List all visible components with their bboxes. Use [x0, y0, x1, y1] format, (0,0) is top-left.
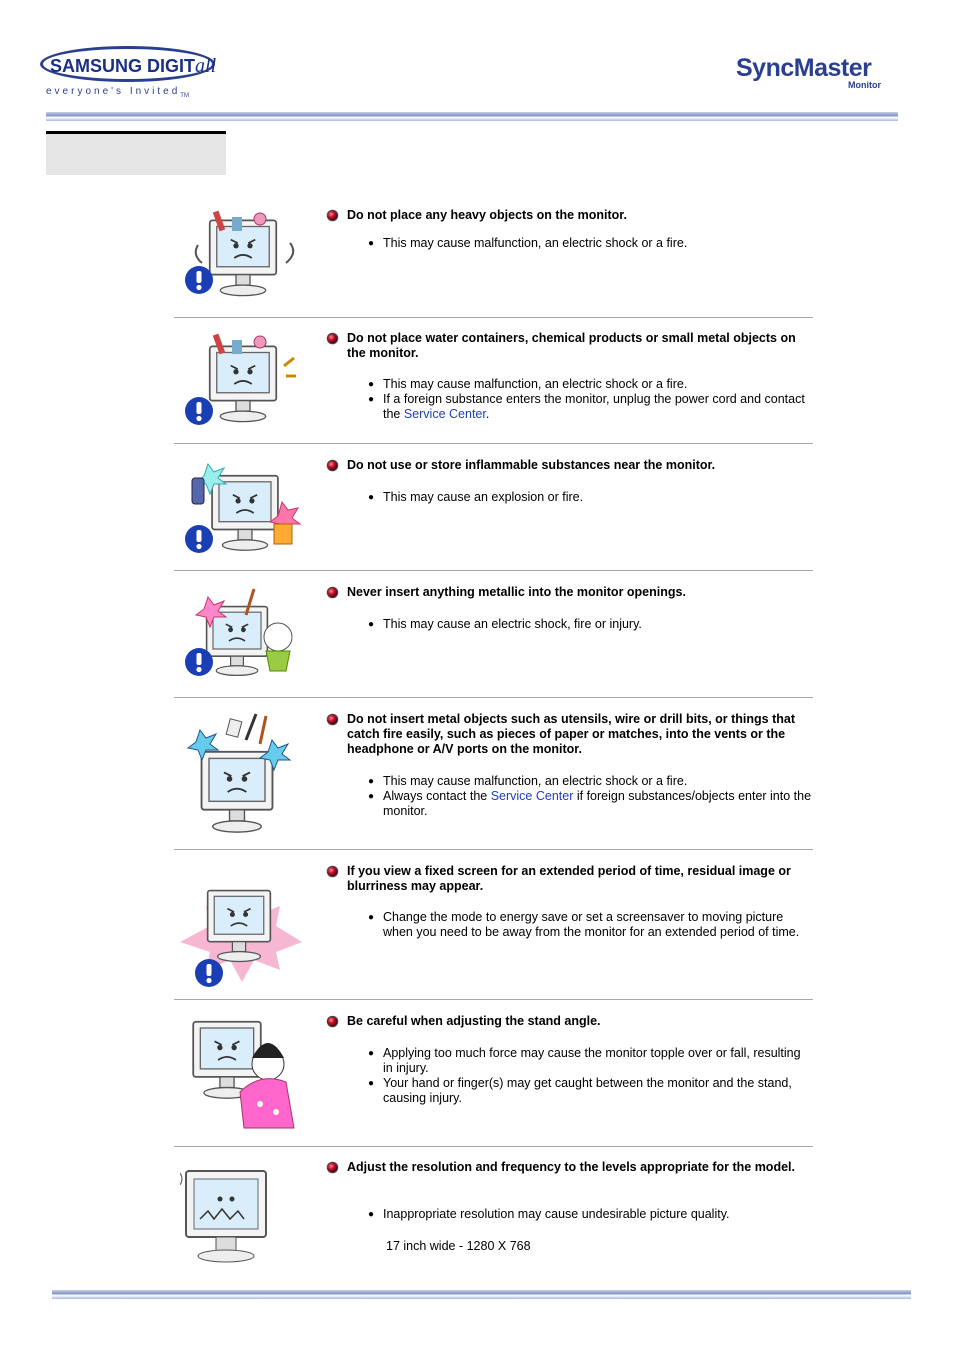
inflammable-substances-illustration	[180, 458, 305, 553]
note: ● This may cause an electric shock, fire or injury.	[383, 617, 813, 632]
red-bullet-icon	[326, 1015, 339, 1028]
safety-item-2	[174, 318, 813, 443]
safety-item-7-notes	[383, 1046, 813, 1106]
safety-item-5-heading: Do not insert metal objects such as utensils, wire or drill bits, or things that catch fire easily, such as pieces of paper or matches, into the vents or the headphone or A/V ports on the monitor.	[326, 712, 796, 757]
section-title-box	[46, 131, 226, 175]
safety-item-8-notes	[383, 1207, 813, 1222]
header-rule	[46, 112, 898, 121]
red-bullet-icon	[326, 209, 339, 222]
syncmaster-logo-sub: Monitor	[848, 80, 881, 90]
metallic-objects-illustration	[180, 585, 305, 680]
metal-objects-vents-illustration	[180, 710, 305, 835]
red-bullet-icon	[326, 459, 339, 472]
safety-item-2-notes	[383, 377, 813, 422]
resolution-illustration	[180, 1167, 305, 1263]
safety-item-7-heading: Be careful when adjusting the stand angle.	[326, 1014, 796, 1029]
note: ● If a foreign substance enters the monitor, unplug the power cord and contact the Service Center.	[383, 392, 813, 422]
safety-item-1	[174, 197, 813, 317]
safety-item-2-heading: Do not place water containers, chemical products or small metal objects on the monitor.	[326, 331, 796, 361]
samsung-tagline: everyone's Invited$_{TM}$	[46, 86, 189, 99]
red-bullet-icon	[326, 713, 339, 726]
service-center-link[interactable]: Service Center	[403, 407, 486, 421]
syncmaster-logo-text: SyncMaster	[736, 54, 872, 82]
samsung-logo-text: SAMSUNG DIGITall	[50, 55, 217, 77]
red-bullet-icon	[326, 586, 339, 599]
safety-item-8-heading: Adjust the resolution and frequency to the levels appropriate for the model.	[326, 1160, 796, 1175]
safety-item-6-notes	[383, 910, 813, 940]
safety-item-3-notes	[383, 490, 813, 505]
water-containers-illustration	[180, 330, 305, 425]
safety-item-4-notes	[383, 617, 813, 632]
red-bullet-icon	[326, 865, 339, 878]
note: ● Change the mode to energy save or set a screensaver to moving picture when you need to be away from the monitor for an extended period of time.	[383, 910, 813, 940]
note: ● This may cause malfunction, an electric shock or a fire.	[383, 236, 813, 251]
safety-item-6-heading: If you view a fixed screen for an extended period of time, residual image or blurriness may appear.	[326, 864, 796, 894]
syncmaster-logo	[736, 54, 896, 94]
safety-item-3-heading: Do not use or store inflammable substances near the monitor.	[326, 458, 796, 473]
note: ● This may cause malfunction, an electric shock or a fire.	[383, 774, 813, 789]
note: ● This may cause an explosion or fire.	[383, 490, 813, 505]
safety-item-5	[174, 698, 813, 849]
samsung-logo	[40, 46, 220, 102]
note: ● Your hand or finger(s) may get caught between the monitor and the stand, causing injury.	[383, 1076, 813, 1106]
note: ● Inappropriate resolution may cause undesirable picture quality.	[383, 1207, 813, 1222]
resolution-value: 17 inch wide - 1280 X 768	[386, 1239, 531, 1253]
safety-item-8	[174, 1147, 813, 1267]
stand-angle-illustration	[180, 1018, 305, 1130]
safety-item-1-notes	[383, 236, 813, 251]
note: ● Always contact the Service Center if foreign substances/objects enter into the monitor.	[383, 789, 813, 819]
safety-item-5-notes	[383, 774, 813, 819]
note: ● This may cause malfunction, an electric shock or a fire.	[383, 377, 813, 392]
red-bullet-icon	[326, 332, 339, 345]
red-bullet-icon	[326, 1161, 339, 1174]
safety-item-1-heading: Do not place any heavy objects on the monitor.	[326, 208, 796, 223]
note: ● Applying too much force may cause the monitor topple over or fall, resulting in injury.	[383, 1046, 813, 1076]
service-center-link[interactable]: Service Center	[490, 789, 574, 803]
safety-item-3	[174, 444, 813, 570]
footer-rule	[52, 1290, 911, 1299]
safety-item-7	[174, 1000, 813, 1146]
safety-item-6	[174, 850, 813, 999]
safety-item-4-heading: Never insert anything metallic into the monitor openings.	[326, 585, 796, 600]
heavy-objects-illustration	[180, 205, 305, 300]
page-header	[0, 0, 954, 125]
residual-image-illustration	[180, 886, 305, 990]
safety-item-4	[174, 571, 813, 697]
